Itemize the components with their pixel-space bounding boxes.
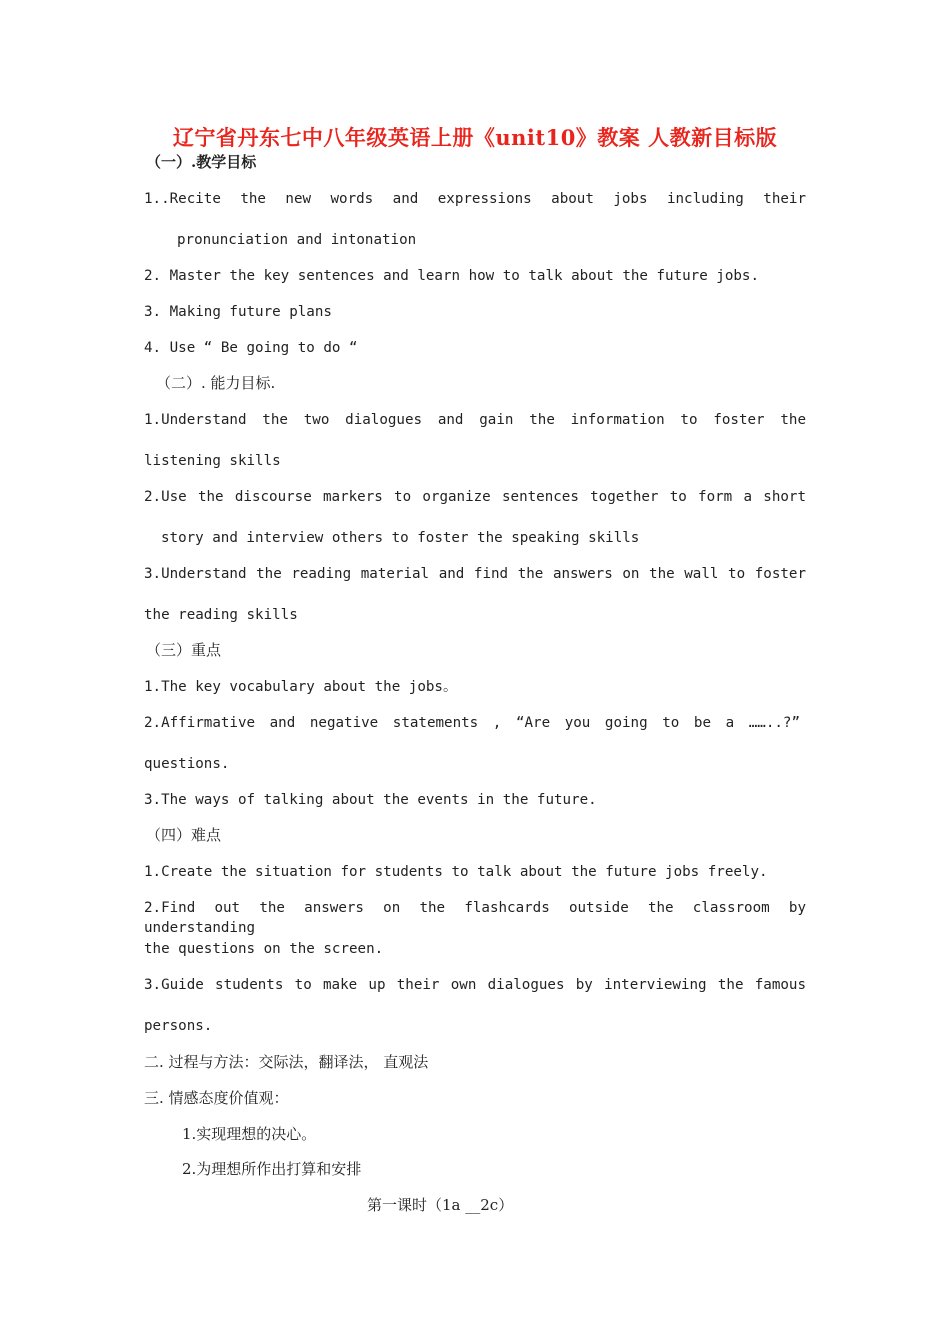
value-item-1: 1.实现理想的决心。: [182, 1125, 317, 1143]
key-point-2-line-1: 2.Affirmative and negative statements , “Are you going to be a ……..?”: [144, 715, 800, 731]
objective-4: 4. Use “ Be going to do “: [144, 340, 358, 356]
lesson-heading: 第一课时（1a __2c）: [367, 1196, 514, 1214]
ability-3-line-2: the reading skills: [144, 607, 298, 623]
objective-1-line-2: pronunciation and intonation: [177, 232, 417, 248]
ability-3-line-1: 3.Understand the reading material and find the answers on the wall to foster: [144, 566, 806, 582]
difficulty-3-line-1: 3.Guide students to make up their own dialogues by interviewing the famous: [144, 977, 806, 993]
key-point-2-line-2: questions.: [144, 756, 230, 772]
ability-2-line-1: 2.Use the discourse markers to organize sentences together to form a short: [144, 489, 806, 505]
section-heading-values: 三. 情感态度价值观：: [144, 1089, 289, 1107]
ability-2-line-2: story and interview others to foster the speaking skills: [161, 530, 640, 546]
value-item-2: 2.为理想所作出打算和安排: [182, 1160, 362, 1178]
ability-1-line-1: 1.Understand the two dialogues and gain the information to foster the: [144, 412, 806, 428]
document-title: 辽宁省丹东七中八年级英语上册《unit10》教案 人教新目标版: [172, 125, 778, 150]
section-heading-teaching-objectives: （一）.教学目标: [146, 153, 257, 171]
section-heading-difficulties: （四）难点: [146, 826, 222, 844]
objective-2: 2. Master the key sentences and learn how to talk about the future jobs.: [144, 268, 759, 284]
objective-3: 3. Making future plans: [144, 304, 332, 320]
key-point-1: 1.The key vocabulary about the jobs。: [144, 679, 458, 695]
section-heading-ability-objectives: （二）. 能力目标.: [156, 374, 276, 392]
difficulty-2-line-1: 2.Find out the answers on the flashcards outside the classroom by understanding: [144, 900, 806, 936]
process-and-methods: 二. 过程与方法：交际法，翻译法， 直观法: [144, 1053, 429, 1071]
difficulty-1: 1.Create the situation for students to talk about the future jobs freely.: [144, 864, 768, 880]
objective-1-line-1: 1..Recite the new words and expressions about jobs including their: [144, 191, 806, 207]
difficulty-2-line-2: the questions on the screen.: [144, 941, 384, 957]
ability-1-line-2: listening skills: [144, 453, 281, 469]
difficulty-3-line-2: persons.: [144, 1018, 213, 1034]
key-point-3: 3.The ways of talking about the events in the future.: [144, 792, 597, 808]
section-heading-key-points: （三）重点: [146, 641, 222, 659]
